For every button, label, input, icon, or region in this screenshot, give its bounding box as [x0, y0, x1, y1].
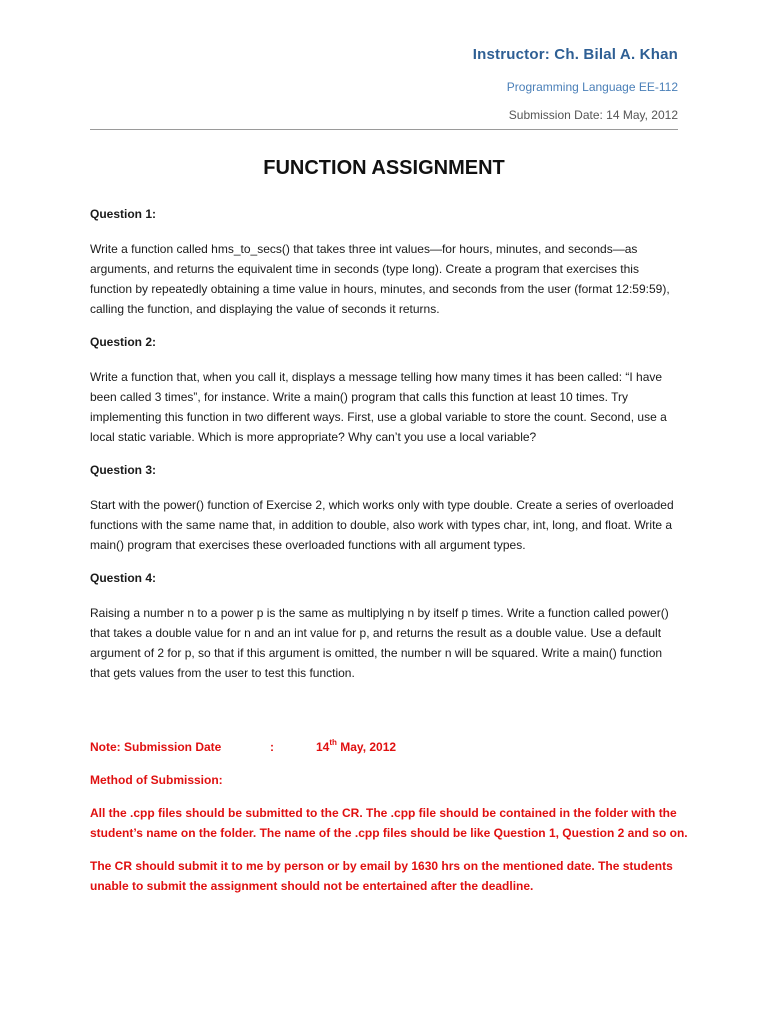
- submission-notes: [90, 737, 690, 909]
- question-text: Write a function that, when you call it, displays a message telling how many times it has been called: “I have been called 3 times”, for instance. Write a main() program that calls this function at least 10 times. Try implementing this function in two different ways. First, use a global variable to store the count. Second, use a local static variable. Which is more appropriate? Why can’t you use a local variable?: [90, 370, 667, 444]
- date-rest: May, 2012: [336, 740, 397, 754]
- question-heading: Question 3:: [90, 463, 157, 477]
- question-2: [90, 332, 680, 447]
- question-heading: Question 2:: [90, 335, 157, 349]
- question-4: [90, 568, 680, 683]
- method-heading: Method of Submission:: [90, 773, 223, 787]
- method-paragraph-2: The CR should submit it to me by person or by email by 1630 hrs on the mentioned date. The students unable to submit the assignment should not be entertained after the deadline.: [90, 859, 673, 893]
- header-divider: [90, 129, 678, 130]
- question-text: Start with the power() function of Exercise 2, which works only with type double. Create a series of overloaded functions with the same name that, in addition to double, also work with types char, int, long, and float. Write a main() program that exercises these overloaded functions with all argument types.: [90, 498, 674, 552]
- note-date: [316, 737, 396, 757]
- question-text: Raising a number n to a power p is the same as multiplying n by itself p times. Write a function called power() that takes a double value for n and an int value for p, and returns the result as a double value. Use a default argument of 2 for p, so that if this argument is omitted, the number n will be squared. Write a main() function that gets values from the user to test this function.: [90, 606, 669, 680]
- question-1: [90, 204, 680, 319]
- header-submission-date: Submission Date: 14 May, 2012: [508, 108, 678, 122]
- note-colon: :: [270, 740, 274, 754]
- date-day: 14: [316, 740, 330, 754]
- question-heading: Question 4:: [90, 571, 157, 585]
- note-submission-date: [90, 737, 690, 757]
- date-suffix: th: [329, 738, 337, 747]
- questions-section: [90, 204, 680, 696]
- question-3: [90, 460, 680, 555]
- course-name: Programming Language EE-112: [506, 80, 678, 94]
- page-title: FUNCTION ASSIGNMENT: [263, 157, 505, 179]
- question-heading: Question 1:: [90, 207, 157, 221]
- note-label: Note: Submission Date: [90, 740, 222, 754]
- instructor-name: Instructor: Ch. Bilal A. Khan: [472, 46, 678, 63]
- method-paragraph-1: All the .cpp files should be submitted to the CR. The .cpp file should be contained in the folder with the student’s name on the folder. The name of the .cpp files should be like Question 1, Question 2 and so on.: [90, 806, 688, 840]
- question-text: Write a function called hms_to_secs() that takes three int values—for hours, minutes, and seconds—as arguments, and returns the equivalent time in seconds (type long). Create a program that exercises this function by repeatedly obtaining a time value in hours, minutes, and seconds from the user (format 12:59:59), calling the function, and displaying the value of seconds it returns.: [90, 242, 670, 316]
